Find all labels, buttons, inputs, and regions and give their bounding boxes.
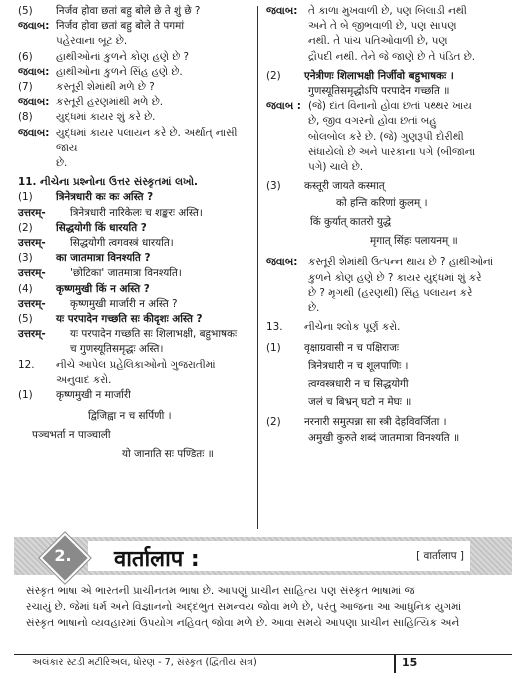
section-number-badge [40,533,86,579]
answer-label: જવાબ: [18,65,50,78]
answer-label: જવાબ: [18,96,50,109]
text-row [18,4,250,19]
text-row [18,327,250,342]
indent [266,84,308,99]
indent [266,130,308,145]
row-text: છે ? મૃગથી (હરણથી) સિંહ પલાયન કરે [308,286,473,299]
answer-label: જવાબ: [18,126,50,139]
text-row [18,358,250,373]
verse-line: मृगात् सिंहः पलायनम् ॥ [370,235,458,248]
text-row [266,320,514,335]
row-text: નથી. તે પાંચ પતિઓવાળી છે, પણ [308,35,448,48]
text-row [266,69,514,84]
answer-label: उत्तरम्- [18,328,46,341]
item-number: 12. [18,358,35,371]
row-text: यः परपादेन गच्छति सः कीदृशः अस्ति ? [56,313,203,326]
item-number: (3) [18,252,33,265]
row-text: वृक्षाग्रवासी न च पक्षिराजः [304,342,400,355]
verse-line: पञ्चभर्ता न पाञ्चाली [32,429,111,442]
indent [266,145,308,160]
paragraph-line: સંસ્કૃત ભાષાનો વ્યવહારમાં ઉપયોગ નહિવત્ જોવા મળે છે. આવા સમયે આપણા પ્રાચીન સાહિત્યિક અને [26,616,460,629]
verse-line: यो जानाति सः पण्डितः ॥ [122,448,214,461]
text-row [266,393,514,411]
text-row [266,19,514,34]
section-title: वार्तालाप : [114,547,200,572]
row-text: બોલબોલ કરે છે. (જે) ગુણરૂપી દોરીથી [308,130,464,143]
column-divider [257,6,258,529]
text-row [18,297,250,312]
row-text: છે. [56,157,68,170]
row-text: त्रिनेत्रधारी न च शूलपाणिः । [308,360,409,373]
row-text: યુદ્ધમાં કાયર શું કરે છે. [56,111,156,124]
row-text: निर्जव होवा छतां बहु बोले ते पगमां [56,20,185,33]
text-row [266,339,514,357]
text-row [18,19,250,34]
row-text: નીચેના શ્લોક પૂર્ણ કરો. [304,321,401,334]
text-row [266,160,514,175]
text-row [266,50,514,65]
text-row [18,221,250,236]
item-number: (5) [18,313,33,326]
item-number: (1) [18,191,33,204]
text-row [266,286,514,301]
text-row [18,236,250,251]
text-row [266,375,514,393]
text-row [18,95,250,110]
indent [266,431,308,446]
row-text: પહેરવાના બૂટ છે. [56,35,128,48]
verse-line: द्विजिह्वा न च सर्पिणी । [88,410,172,423]
text-row [18,190,250,205]
item-number: (4) [18,282,33,295]
row-text: त्वग्वस्त्रधारी न च सिद्धयोगी [308,378,409,391]
indent [266,19,308,34]
text-row [266,179,514,194]
item-number: (2) [266,69,281,82]
footer-separator [394,655,396,673]
paragraph-line: રચાયું છે. જેમાં ધર્મ અને વિજ્ઞાનનો અદ્દભુત સમન્વય જોવા મળે છે, પરંતુ આજના આ આધુનિક યુગમાં [26,600,462,613]
answer-label: જવાબ: [266,256,298,269]
section-number: 2. [54,546,72,565]
row-text: હાથીઓના કુળને સિંહ હણે છે. [56,65,183,78]
row-text: कृष्णमुखी मार्जारी न अस्ति ? [70,297,178,310]
verse-line: को हन्ति करिणां कुलम् । [336,197,428,210]
answer-label: उत्तरम्- [18,267,46,280]
answer-label: જવાબ: [18,20,50,33]
item-number: (1) [266,342,281,355]
row-text: યુદ્ધમાં કાયર પલાયન કરે છે. અર્થાત્ નાસી જાય [56,126,238,154]
row-text: પગે) ચાલે છે. [308,161,364,174]
indent [266,375,308,393]
indent [266,114,308,129]
text-row [266,34,514,49]
text-row [266,145,514,160]
intro-paragraph [26,584,500,631]
indent [18,156,56,171]
text-row [18,251,250,266]
row-text: અને તે બે જીભવાળી છે, પણ સાપણ [308,20,457,33]
text-row [266,271,514,286]
row-text: સંધાયેલો છે અને પારકાના પગે (બીજાના [308,145,476,158]
indent [266,160,308,175]
text-row [266,431,514,446]
page-footer [14,654,512,673]
item-number: (2) [18,221,33,234]
indent [266,34,308,49]
row-text: एनेत्रीणः शिलाभक्षी निर्जीवो बहुभाषकः । [304,69,454,82]
text-row [266,114,514,129]
text-row [18,342,250,357]
text-row [266,84,514,99]
row-text: त्रिनेत्रधारी कः कः अस्ति ? [56,191,154,204]
text-row [18,80,250,95]
indent [266,393,308,411]
item-number: (1) [18,389,33,402]
row-text: કસ્તૂરી શેમાંથી ઉત્પન્ન થાય છે ? હાથીઓનાં [308,256,494,269]
text-row [266,4,514,19]
row-text: गुणस्यूतिसमृद्धोऽपि परपादेन गच्छति ॥ [308,85,450,98]
row-text: सिद्धयोगी त्वगवस्त्रं धारयति। [70,237,174,250]
left-column [18,4,250,464]
indent [18,34,56,49]
footer-title: અલંકાર સ્ટડી મટીરિઅલ, ધોરણ - 7, સંસ્કૃત (દ્વિતીય સત્ર) [32,657,257,668]
section-tag: [ वार्तालाप ] [416,550,464,562]
text-row [266,301,514,316]
indent [18,373,56,388]
answer-label: उत्तरम्- [18,206,46,219]
answer-label: જવાબ: [266,5,298,17]
row-text: છે, જીવ વગરનો હોવા છતાં બહુ [308,115,437,128]
row-text: च गुणस्यूतिसमृद्धः अस्ति। [70,343,164,356]
row-text: કુળને કોણ હણે છે ? કાયર યુદ્ધમાં શું કરે [308,271,482,284]
text-row [18,50,250,65]
text-row [266,415,514,430]
item-number: (5) [18,5,33,17]
row-text: 'छोटिका' जातमात्रा विनश्यति। [70,267,182,280]
row-text: નીચે આપેલ પ્રહેલિકાઓનો ગુજરાતીમાં [56,358,216,371]
indent [266,50,308,65]
text-row [266,99,514,114]
text-row [18,388,250,403]
row-text: सिद्धयोगी किं धारयति ? [56,221,147,234]
answer-label: उत्तरम्- [18,237,46,250]
item-number: (8) [18,111,33,124]
row-text: તે કાળા મુખવાળી છે, પણ બિલાડી નથી [308,5,467,17]
text-row [18,266,250,281]
row-text: अमुखी कुरुते शब्दं जातमात्रा विनश्यति ॥ [308,431,460,444]
indent [266,271,308,286]
row-text: કસ્તૂરી શેમાંથી મળે છે ? [56,81,155,94]
text-row [18,110,250,125]
text-row [266,130,514,145]
text-row [18,206,250,221]
row-text: कृष्णमुखी किं न अस्ति ? [56,282,150,295]
row-text: કસ્તૂરી હરણમાંથી મળે છે. [56,96,164,109]
right-column [266,4,514,446]
row-text: कृष्णमुखी न मार्जारी [56,389,131,402]
row-text: હાથીઓનાં કુળને કોણ હણે છે ? [56,50,190,63]
paragraph-line: સંસ્કૃત ભાષા એ ભારતની પ્રાચીનતમ ભાષા છે. આપણું પ્રાચીન સાહિત્ય પણ સંસ્કૃત ભાષામાં જ [26,585,415,597]
indent [266,301,308,316]
row-text: नरनारी समुत्पन्ना सा स्त्री देहविवर्जिता । [304,416,447,429]
answer-label: उत्तरम्- [18,297,46,310]
text-row [18,312,250,327]
text-row [18,126,250,156]
text-row [18,65,250,80]
row-text: यः परपादेन गच्छति सः शिलाभक्षी, बहुभाषकः [70,328,238,341]
answer-label: જવાબ : [266,100,301,113]
verse-line: किं कुर्यात् कातरो युद्धे [310,216,392,229]
row-text: का जातमात्रा विनश्यति ? [56,252,151,265]
text-row [18,34,250,49]
row-text: દ્રૌપદી નથી. તેને જે જાણે છે તે પંડિત છે. [308,50,476,63]
row-text: (જે) દાંત વિનાનો હોવા છતાં પથ્થર ખાય [308,100,472,113]
text-row [18,156,250,171]
indent [18,342,70,357]
row-text: અનુવાદ કરો. [56,373,112,386]
row-text: છે. [308,302,320,315]
item-number: (3) [266,180,281,193]
indent [266,357,308,375]
item-number: 13. [266,321,283,334]
item-number: (6) [18,50,33,63]
text-row [266,255,514,270]
page-number: 15 [402,656,418,669]
text-row [266,357,514,375]
row-text: त्रिनेत्रधारी नारिकेलः च शङ्करः अस्ति। [70,206,203,219]
section-banner [14,533,512,579]
item-number: (2) [266,416,281,429]
text-row [18,282,250,297]
row-text: कस्तूरी जायते कस्मात् [304,180,385,193]
item-number: (7) [18,81,33,94]
text-row [18,373,250,388]
section-heading [18,175,250,190]
indent [266,286,308,301]
heading-text: 11. નીચેના પ્રશ્નોના ઉત્તર સંસ્કૃતમાં લખો. [18,176,199,189]
row-text: निर्जव होवा छतां बहु बोले छे ते शुं छे ? [56,5,201,17]
row-text: जलं च बिभ्रन् घटो न मेघः ॥ [308,396,412,409]
